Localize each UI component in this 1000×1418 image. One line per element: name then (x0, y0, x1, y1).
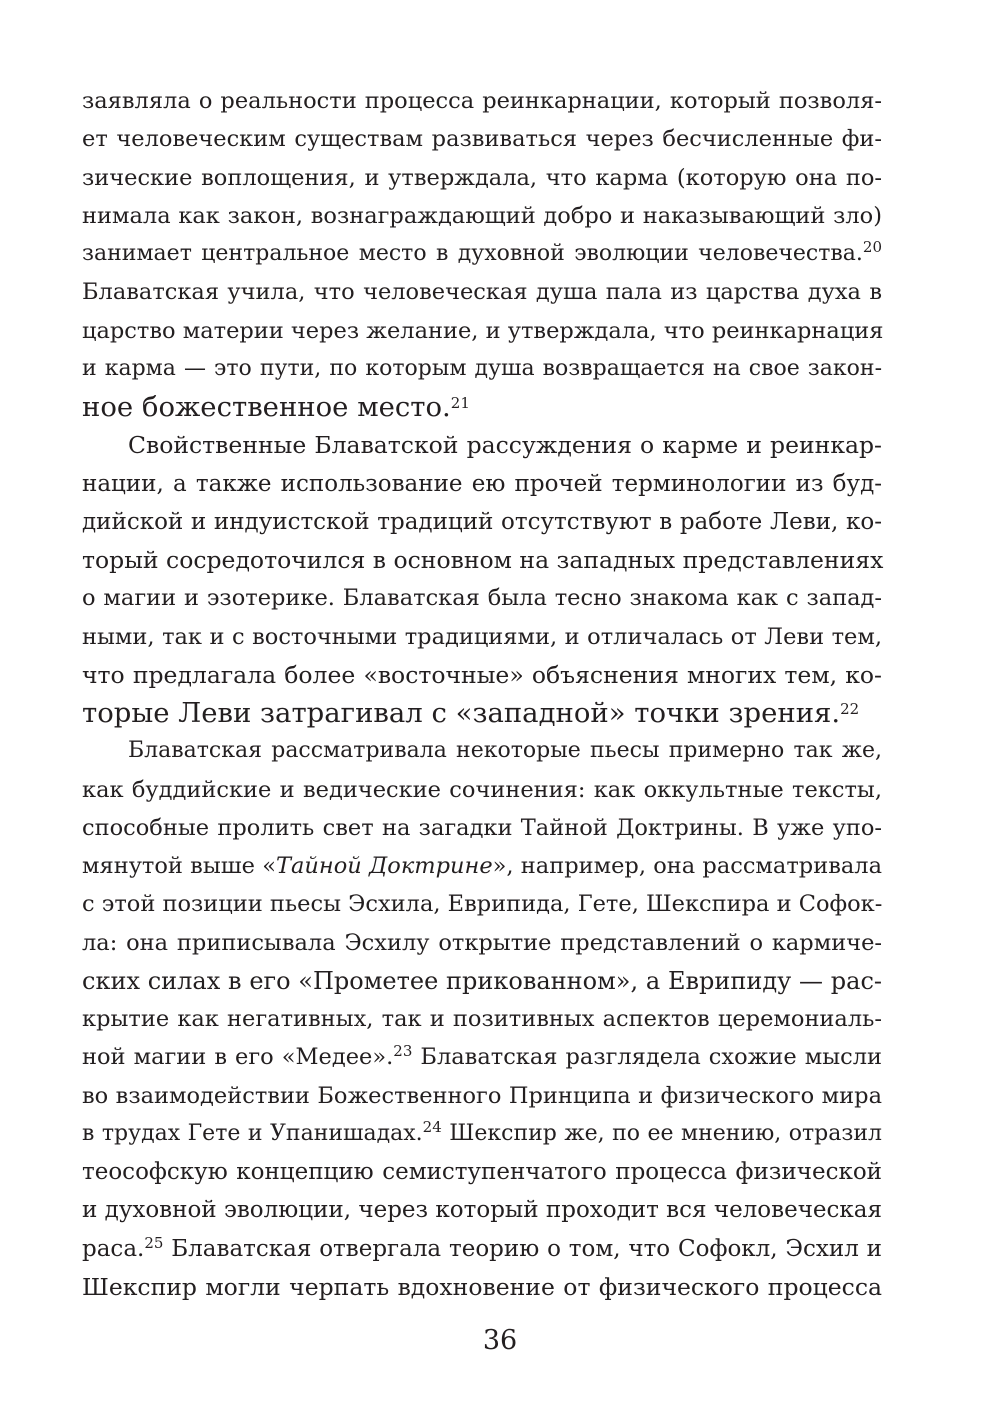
text-line: торые Леви затрагивал с «западной» точки зрения.$^{22}$ (82, 697, 860, 729)
text-line: мянутой выше «Тайной Доктрине», например, она рассматривала (82, 853, 882, 879)
text-line: ла: она приписывала Эсхилу открытие представлений о кармиче- (82, 930, 882, 956)
text-line: ских силах в его «Прометее прикованном», а Еврипиду — рас- (82, 967, 882, 995)
text-line: зические воплощения, и утверждала, что карма (которую она по- (82, 165, 882, 191)
text-line: ное божественное место.$^{21}$ (82, 391, 470, 423)
text-line: как буддийские и ведические сочинения: как оккультные тексты, (82, 777, 882, 803)
page-number: 36 (482, 1325, 518, 1356)
text-line: крытие как негативных, так и позитивных аспектов церемониаль- (82, 1006, 882, 1032)
text-line: способные пролить свет на загадки Тайной Доктрины. В уже упо- (82, 815, 882, 841)
text-line: ными, так и с восточными традициями, и отличалась от Леви тем, (82, 624, 882, 650)
text-line: о магии и эзотерике. Блаватская была тесно знакома как с запад- (82, 585, 882, 611)
text-line: раса.$^{25}$ Блаватская отвергала теорию о том, что Софокл, Эсхил и (82, 1233, 882, 1262)
footnote-ref: 23 (393, 1041, 413, 1060)
text-line: Блаватская учила, что человеческая душа пала из царства духа в (82, 279, 882, 305)
footnote-ref: 20 (862, 237, 882, 256)
text-line: Блаватская рассматривала некоторые пьесы примерно так же, (128, 738, 882, 763)
footnote-ref: 21 (450, 393, 470, 412)
text-line: торый сосредоточился в основном на западных представлениях (82, 546, 884, 574)
text-line: ной магии в его «Медее».$^{23}$ Блаватская разглядела схожие мысли (82, 1041, 883, 1070)
text-line: во взаимодействии Божественного Принципа и физического мира (82, 1083, 882, 1109)
book-title-italic: Тайной Доктрине (275, 853, 493, 879)
text-line: что предлагала более «восточные» объяснения многих тем, ко- (82, 661, 882, 689)
text-line: Шекспир могли черпать вдохновение от физического процесса (82, 1273, 882, 1301)
text-line: царство материи через желание, и утверждала, что реинкарнация (82, 318, 884, 344)
text-line: и духовной эволюции, через который проходит вся человеческая (82, 1197, 882, 1223)
text-line: нимала как закон, вознаграждающий добро и наказывающий зло) (82, 203, 882, 229)
text-line: Свойственные Блаватской рассуждения о карме и реинкар- (128, 431, 882, 459)
text-line: нации, а также использование ею прочей терминологии из буд- (82, 471, 882, 497)
text-line: заявляла о реальности процесса реинкарнации, который позволя- (82, 88, 882, 114)
text-line: и карма — это пути, по которым душа возвращается на свое закон- (82, 356, 882, 381)
text-line: ет человеческим существам развиваться через бесчисленные фи- (82, 126, 882, 152)
text-line: теософскую концепцию семиступенчатого процесса физической (82, 1159, 882, 1185)
text-line: с этой позиции пьесы Эсхила, Еврипида, Гете, Шекспира и Софок- (82, 891, 883, 917)
footnote-ref: 22 (840, 699, 860, 718)
text-line: в трудах Гете и Упанишадах.$^{24}$ Шекспир же, по ее мнению, отразил (82, 1117, 882, 1146)
text-line: дийской и индуистской традиций отсутствуют в работе Леви, ко- (82, 509, 882, 535)
footnote-ref: 25 (144, 1233, 164, 1252)
footnote-ref: 24 (422, 1117, 442, 1136)
text-line: занимает центральное место в духовной эволюции человечества.$^{20}$ (82, 237, 882, 266)
